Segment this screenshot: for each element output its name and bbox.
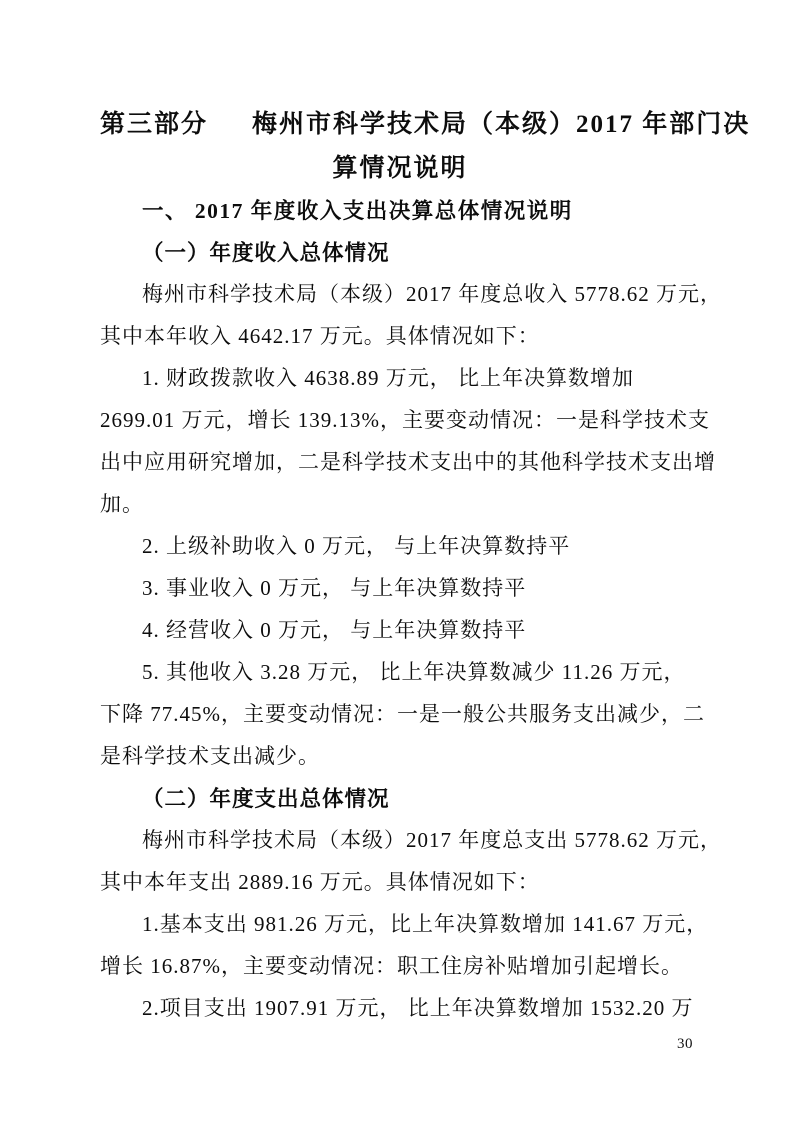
text-line: 4. 经营收入 0 万元， 与上年决算数持平 [142, 618, 527, 642]
text-line: 其中本年收入 4642.17 万元。具体情况如下： [100, 324, 540, 348]
text-line: 增长 16.87%，主要变动情况：职工住房补贴增加引起增长。 [100, 954, 683, 978]
text-line: 2. 上级补助收入 0 万元， 与上年决算数持平 [142, 534, 571, 558]
text-line: 是科学技术支出减少。 [100, 744, 320, 768]
text-line: 1.基本支出 981.26 万元，比上年决算数增加 141.67 万元， [142, 912, 709, 936]
subsection-heading-expenditure: （二）年度支出总体情况 [142, 786, 390, 811]
title-text-wrap: 算情况说明 [332, 155, 468, 182]
title-part-label: 第三部分 [100, 111, 209, 138]
title-text: 梅州市科学技术局（本级）2017 年部门决 [252, 111, 751, 138]
text-line: 1. 财政拨款收入 4638.89 万元， 比上年决算数增加 [142, 366, 634, 390]
text-line: 下降 77.45%，主要变动情况：一是一般公共服务支出减少，二 [100, 702, 705, 726]
section-heading-1: 一、 2017 年度收入支出决算总体情况说明 [142, 198, 573, 223]
document-title-line-1 [100, 100, 751, 144]
text-line: 2699.01 万元，增长 139.13%，主要变动情况：一是科学技术支 [100, 408, 710, 432]
text-line: 2.项目支出 1907.91 万元， 比上年决算数增加 1532.20 万 [142, 996, 694, 1020]
text-line: 梅州市科学技术局（本级）2017 年度总支出 5778.62 万元， [142, 828, 722, 852]
text-line: 梅州市科学技术局（本级）2017 年度总收入 5778.62 万元， [142, 282, 722, 306]
document-title-line-2 [100, 144, 700, 188]
page-number: 30 [677, 1036, 693, 1052]
text-line: 加。 [100, 492, 144, 516]
text-line: 出中应用研究增加，二是科学技术支出中的其他科学技术支出增 [100, 450, 716, 474]
text-line: 5. 其他收入 3.28 万元， 比上年决算数减少 11.26 万元， [142, 660, 686, 684]
subsection-heading-income: （一）年度收入总体情况 [142, 240, 390, 265]
text-line: 3. 事业收入 0 万元， 与上年决算数持平 [142, 576, 527, 600]
document-content [100, 100, 751, 1028]
text-line: 其中本年支出 2889.16 万元。具体情况如下： [100, 870, 540, 894]
